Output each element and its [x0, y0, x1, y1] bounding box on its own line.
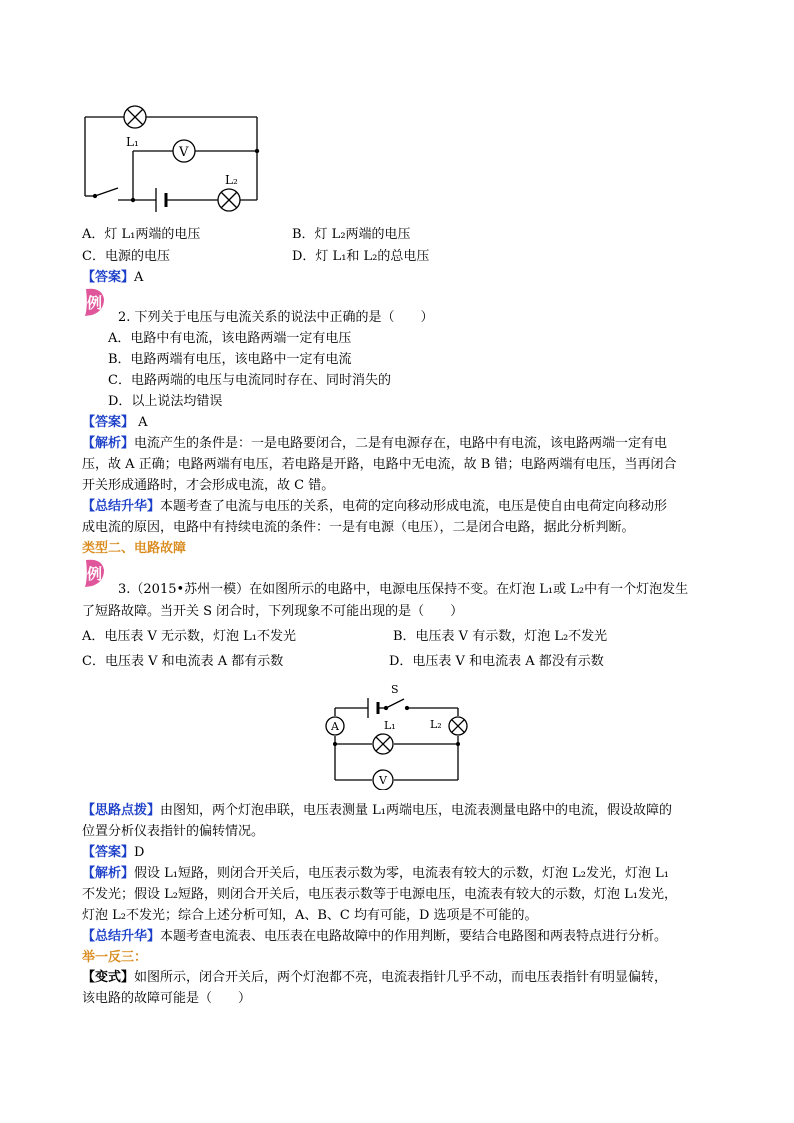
q2-option-b: B．电路两端有电压，该电路中一定有电流: [108, 352, 352, 367]
analysis-text: 电流产生的条件是：一是电路要闭合，二是有电源存在，电路中有电流，该电路两端一定有电: [134, 436, 668, 451]
q3-stem-line-1: 3.（2015•苏州一模）在如图所示的电路中，电源电压保持不变。在灯泡 L₁或 L₂中有一个灯泡发生: [118, 582, 689, 597]
analysis-text: 假设 L₁短路，则闭合开关后，电压表示数为零，电流表有较大的示数，灯泡 L₂发光，灯泡 L₁: [134, 866, 669, 881]
q2-option-d: D．以上说法均错误: [108, 394, 223, 409]
analysis-tag: 【解析】: [82, 866, 135, 881]
variant-text: 如图所示，闭合开关后，两个灯泡都不亮，电流表指针几乎不动，而电压表指针有明显偏转，: [134, 970, 668, 985]
q3-answer: D: [134, 845, 145, 860]
ammeter-label: A: [331, 720, 339, 733]
q3-analysis-line-1: [82, 862, 669, 881]
lamp-l1-label: L₁: [126, 135, 139, 149]
junction-dot: [255, 149, 259, 153]
circuit-diagram-1: [80, 100, 270, 220]
q2-option-a: A．电路中有电流，该电路两端一定有电压: [108, 331, 352, 346]
battery-icon: [368, 698, 378, 718]
q2-analysis-line-1: [82, 432, 667, 451]
q3-option-c: C．电压表 V 和电流表 A 都有示数: [82, 654, 284, 669]
junction-dot: [456, 742, 460, 746]
switch-icon: [94, 188, 119, 198]
q3-option-d: D．电压表 V 和电流表 A 都没有示数: [389, 654, 604, 669]
section-title: 类型二、电路故障: [82, 541, 187, 556]
q3-option-a: A．电压表 V 无示数，灯泡 L₁不发光: [82, 629, 297, 644]
lamp-l2-icon: [218, 189, 240, 211]
q3-analysis-line-2: 不发光；假设 L₂短路，则闭合开关后，电压表示数等于电源电压，电流表有较大的示数，灯泡 L₁发光，: [82, 887, 677, 902]
lamp-l1-icon: [373, 734, 393, 754]
hint-tag: 【思路点拨】: [82, 803, 161, 818]
q1-answer: A: [134, 270, 144, 285]
hint-text: 由图知，两个灯泡串联，电压表测量 L₁两端电压，电流表测量电路中的电流，假设故障的: [160, 803, 672, 818]
q3-option-b: B．电压表 V 有示数，灯泡 L₂不发光: [393, 629, 608, 644]
switch-icon: [385, 699, 409, 710]
example-badge-icon: [82, 287, 106, 317]
lamp-l2-label: L₂: [430, 718, 442, 731]
q2-stem: 2. 下列关于电压与电流关系的说法中正确的是（ ）: [118, 310, 434, 325]
q2-summary-line-2: 成电流的原因，电路中有持续电流的条件：一是有电源（电压），二是闭合电路，据此分析判断。: [82, 520, 635, 535]
summary-text: 本题考查了电流与电压的关系，电荷的定向移动形成电流，电压是使自由电荷定向移动形: [160, 499, 668, 514]
battery-icon: [156, 188, 166, 212]
variant-tag: 【变式】: [82, 970, 135, 985]
q3-analysis-line-3: 灯泡 L₂不发光；综合上述分析可知，A、B、C 均有可能，D 选项是不可能的。: [82, 908, 538, 923]
q3-hint-line-1: [82, 799, 672, 818]
junction-dot: [131, 198, 135, 202]
lamp-l2-icon: [449, 717, 467, 735]
summary-tag: 【总结升华】: [82, 929, 161, 944]
q2-answer-line: [82, 411, 148, 430]
q3-stem-line-2: 了短路故障。当开关 S 闭合时，下列现象不可能出现的是（ ）: [82, 604, 464, 619]
example-badge-text: 例: [87, 294, 103, 312]
q3-summary-line: [82, 925, 667, 944]
q2-analysis-line-3: 开关形成通路时，才会形成电流，故 C 错。: [82, 478, 335, 493]
q2-answer: A: [134, 415, 148, 430]
voltmeter-label: V: [179, 145, 189, 160]
q2-analysis-line-2: 压，故 A 正确；电路两端有电压，若电路是开路，电路中无电流，故 B 错；电路两端有电压，当再闭合: [82, 457, 677, 472]
q1-option-a: A．灯 L₁两端的电压: [82, 227, 201, 242]
answer-tag: 【答案】: [82, 270, 135, 285]
q2-option-c: C．电路两端的电压与电流同时存在、同时消失的: [108, 373, 391, 388]
q1-answer-line: [82, 266, 143, 285]
circuit-diagram-2: [320, 680, 480, 790]
q3-answer-line: [82, 841, 144, 860]
practice-title: 举一反三：: [82, 950, 148, 965]
junction-dot: [333, 742, 337, 746]
variant-line-1: [82, 966, 667, 985]
q1-option-d: D．灯 L₁和 L₂的总电压: [292, 249, 430, 264]
voltmeter-label: V: [379, 774, 387, 787]
analysis-tag: 【解析】: [82, 436, 135, 451]
summary-text: 本题考查电流表、电压表在电路故障中的作用判断，要结合电路图和两表特点进行分析。: [160, 929, 668, 944]
summary-tag: 【总结升华】: [82, 499, 161, 514]
lamp-l1-label: L₁: [384, 719, 396, 732]
q1-option-c: C．电源的电压: [82, 249, 170, 264]
example-badge-icon: [82, 558, 106, 588]
example-badge-text: 例: [87, 565, 103, 583]
q3-hint-line-2: 位置分析仪表指针的偏转情况。: [82, 824, 265, 839]
answer-tag: 【答案】: [82, 415, 135, 430]
lamp-l1-icon: [124, 106, 146, 128]
switch-label: S: [391, 683, 399, 696]
q1-option-b: B．灯 L₂两端的电压: [292, 227, 411, 242]
variant-line-2: 该电路的故障可能是（ ）: [82, 991, 252, 1006]
lamp-l2-label: L₂: [225, 173, 238, 187]
q2-summary-line-1: [82, 495, 667, 514]
answer-tag: 【答案】: [82, 845, 135, 860]
